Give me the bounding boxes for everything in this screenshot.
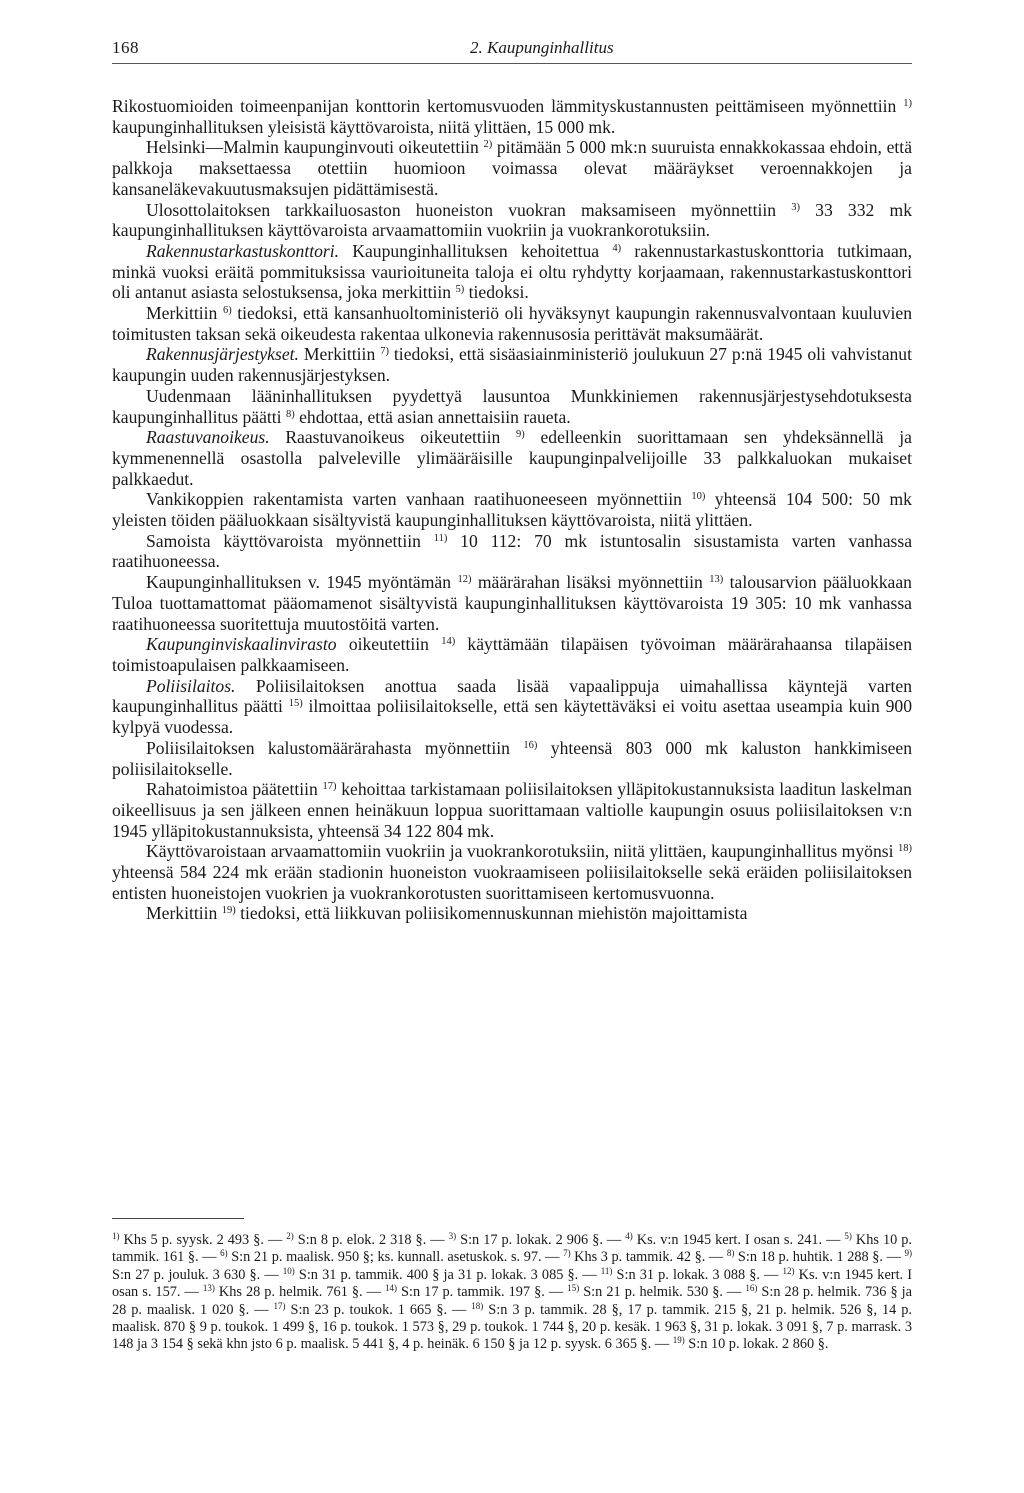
- text-run: yhteensä 104 500: 50 mk yleisten töiden pääluokkaan sisältyvistä kaupunginhallituksen käyttövaroista, niitä ylittäen.: [112, 489, 912, 531]
- text-run: oikeutettiin: [336, 634, 442, 655]
- text-run: Merkittiin: [146, 903, 222, 924]
- footnote-marker: 12): [457, 574, 472, 586]
- text-run: Helsinki—Malmin kaupunginvouti oikeutettiin: [146, 137, 484, 158]
- text-run: Kaupunginhallituksen v. 1945 myöntämän: [146, 572, 458, 593]
- text-run: Merkittiin: [146, 303, 223, 324]
- text-run: S:n 27 p. jouluk. 3 630 §. —: [112, 1266, 283, 1283]
- text-run: S:n 17 p. tammik. 197 §. —: [397, 1284, 568, 1301]
- text-run: kaupunginhallituksen yleisistä käyttövaroista, niitä ylittäen, 15 000 mk.: [112, 116, 616, 137]
- text-run: edelleenkin suorittamaan sen yhdeksännellä ja kymmenennellä osastolla palveleville ylimääräisille kaupunginpalvelijoille 33 palkkaluokan mukaiset palkkaedut.: [112, 427, 912, 489]
- text-run: Poliisilaitoksen anottua saada lisää vapaalippuja uimahallissa käyntejä varten kaupunginhallitus päätti: [112, 675, 912, 717]
- text-run: Khs 3 p. tammik. 42 §. —: [570, 1249, 727, 1266]
- section-heading: Poliisilaitos.: [146, 675, 236, 696]
- footnote-marker: 15): [288, 698, 303, 710]
- paragraph: [112, 903, 912, 924]
- section-heading: Rakennusjärjestykset.: [146, 344, 299, 365]
- text-run: S:n 10 p. lokak. 2 860 §.: [684, 1336, 829, 1353]
- footnote-marker: 2): [483, 139, 493, 151]
- footnote-marker: 13): [709, 574, 724, 586]
- footnote-marker: 8): [726, 1248, 735, 1259]
- footnote-marker: 19): [221, 905, 236, 917]
- text-run: Ks. v:n 1945 kert. I osan s. 241. —: [632, 1232, 845, 1248]
- text-run: Samoista käyttövaroista myönnettiin: [146, 530, 434, 551]
- text-run: tiedoksi, että liikkuvan poliisikomennuskunnan miehistön majoittamista: [235, 903, 748, 924]
- text-run: S:n 21 p. helmik. 530 §. —: [579, 1284, 746, 1301]
- text-run: S:n 8 p. elok. 2 318 §. —: [293, 1232, 449, 1248]
- text-run: tiedoksi, että sisäasiainministeriö joulukuun 27 p:nä 1945 oli vahvistanut kaupungin uuden rakennusjärjestyksen.: [112, 344, 912, 386]
- footnotes: [112, 1232, 912, 1354]
- paragraph: [112, 96, 912, 137]
- text-run: Ulosottolaitoksen tarkkailuosaston huoneiston vuokran maksamiseen myönnettiin: [146, 199, 792, 220]
- footnote-marker: 19): [672, 1335, 685, 1346]
- text-run: S:n 28 p. helmik. 736 § ja 28 p. maalisk. 1 020 §. —: [112, 1284, 912, 1318]
- running-title: 2. Kaupunginhallitus: [470, 38, 614, 57]
- paragraph: [112, 738, 912, 779]
- footnote-marker: 16): [745, 1283, 758, 1294]
- paragraph: [112, 344, 912, 385]
- paragraph: [112, 200, 912, 241]
- footnote-marker: 4): [625, 1231, 633, 1241]
- text-run: Kaupunginhallituksen kehoitettua: [339, 240, 613, 261]
- text-run: Raastuvanoikeus oikeutettiin: [269, 427, 517, 448]
- paragraph: [112, 841, 912, 903]
- footnote-marker: 1): [903, 98, 912, 109]
- footnote-marker: 13): [202, 1283, 215, 1294]
- text-run: tiedoksi, että kansanhuoltoministeriö oli hyväksynyt kaupungin rakennusvalvontaan kuuluvien toimitusten taksan sekä oikeudesta rakentaa ulkonevia rakennusosia perittävät maksumäärät.: [112, 303, 913, 344]
- text-run: S:n 17 p. lokak. 2 906 §. —: [456, 1232, 626, 1248]
- text-run: yhteensä 803 000 mk kaluston hankkimiseen poliisilaitokselle.: [112, 737, 912, 779]
- text-run: rakennustarkastuskonttoria tutkimaan, minkä vuoksi eräitä pommituksissa vaurioituneita taloja ei oltu ryhdytty korjaamaan, rakennustarkastuskonttori oli antanut asiasta selostuksensa, joka merkittiin: [112, 240, 912, 303]
- text-run: käyttämään tilapäisen työvoiman määrärahaansa tilapäisen toimistoapulaisen palkkaamiseen.: [112, 634, 912, 675]
- text-run: Khs 10 p. tammik. 161 §. —: [112, 1232, 912, 1266]
- footnote-marker: 14): [385, 1283, 398, 1294]
- text-run: Uudenmaan lääninhallituksen pyydettyä lausuntoa Munkkiniemen rakennusjärjestysehdotuksesta kaupunginhallitus päätti: [112, 385, 912, 427]
- text-run: määrärahan lisäksi myönnettiin: [471, 572, 710, 593]
- text-run: talousarvion pääluokkaan Tuloa tuottamattomat pääomamenot sisältyvistä kaupunginhallituksen käyttövaroista 19 305: 10 mk vanhassa raatihuoneessa suoritettuja muutostöitä varten.: [112, 572, 912, 634]
- section-heading: Rakennustarkastuskonttori.: [146, 240, 340, 261]
- footnote-marker: 11): [433, 532, 448, 544]
- paragraph: [112, 137, 912, 199]
- footnote-marker: 17): [322, 781, 337, 793]
- text-run: Khs 5 p. syysk. 2 493 §. —: [119, 1232, 287, 1248]
- footnote-marker: 17): [273, 1300, 286, 1311]
- text-run: Ks. v:n 1945 kert. I osan s. 157. —: [112, 1266, 912, 1301]
- header-rule: [112, 63, 912, 64]
- paragraph: [112, 572, 912, 634]
- footnote-marker: 9): [904, 1248, 912, 1259]
- footnote-marker: 11): [600, 1265, 613, 1276]
- text-run: Rikostuomioiden toimeenpanijan konttorin kertomusvuoden lämmityskustannusten peittämiseen myönnettiin: [112, 96, 904, 116]
- text-run: ilmoittaa poliisilaitokselle, että sen käytettäväksi ei voitu asettaa useampia kuin 900 kylpyä vuodessa.: [112, 696, 913, 738]
- section-heading: Raastuvanoikeus.: [146, 427, 270, 448]
- text-run: Vankikoppien rakentamista varten vanhaan raatihuoneeseen myönnettiin: [146, 489, 692, 510]
- text-run: 33 332 mk kaupunginhallituksen käyttövaroista arvaamattomiin vuokriin ja vuokrankorotuksiin.: [112, 199, 912, 241]
- text-run: S:n 3 p. tammik. 28 §, 17 p. tammik. 215 §, 21 p. helmik. 526 §, 14 p. maalisk. 870 § 9 p. toukok. 1 499 §, 16 p. toukok. 1 573 §, 29 p. toukok. 1 744 §, 20 p. kesäk. 1 963 §, 31 p. lokak. 3 091 §, 7 p. marrask. 3 148 ja 3 154 § sekä khn jsto 6 p. maalisk. 5 441 §, 4 p. heinäk. 6 150 § ja 12 p. syysk. 6 365 §. —: [112, 1301, 913, 1353]
- footnote-marker: 5): [844, 1231, 852, 1241]
- paragraph: [112, 241, 912, 303]
- footnote-marker: 16): [523, 739, 538, 751]
- paragraph: [112, 427, 912, 489]
- text-run: Poliisilaitoksen kalustomäärärahasta myönnettiin: [146, 737, 524, 758]
- text-run: Käyttövaroistaan arvaamattomiin vuokriin ja vuokrankorotuksiin, niitä ylittäen, kaupunginhallitus myönsi: [146, 841, 898, 862]
- text-run: S:n 23 p. toukok. 1 665 §. —: [285, 1301, 472, 1318]
- footnote-marker: 10): [282, 1265, 295, 1276]
- footnote-marker: 14): [441, 636, 456, 648]
- footnote-marker: 15): [567, 1283, 580, 1294]
- footnote-marker: 3): [791, 201, 800, 213]
- text-run: pitämään 5 000 mk:n suuruista ennakkokassaa ehdoin, että palkkoja maksettaessa otettiin huomioon voimassa olevat määräykset veroennakkojen ja kansaneläkevakuutusmaksujen pidättämisestä.: [112, 137, 913, 199]
- footnote-rule: [112, 1218, 244, 1219]
- text-run: ehdottaa, että asian annettaisiin raueta.: [294, 406, 571, 427]
- text-run: yhteensä 584 224 mk erään stadionin huoneiston vuokraamiseen poliisilaitokselle sekä eräiden poliisilaitoksen entisten huoneistojen vuokrien ja vuokrankorotusten suorittamiseen kertomusvuonna.: [112, 862, 912, 903]
- footnote-marker: 5): [455, 284, 465, 296]
- text-run: Rahatoimistoa päätettiin: [146, 779, 323, 800]
- text-run: Merkittiin: [298, 344, 381, 365]
- footnote-marker: 18): [471, 1300, 484, 1311]
- paragraph: [112, 303, 912, 344]
- footnote-marker: 1): [112, 1231, 120, 1241]
- footnote-marker: 4): [612, 242, 622, 254]
- text-run: 10 112: 70 mk istuntosalin sisustamista varten vanhassa raatihuoneessa.: [112, 530, 912, 572]
- text-run: Khs 28 p. helmik. 761 §. —: [214, 1284, 386, 1301]
- paragraph: [112, 634, 912, 675]
- text-run: S:n 21 p. maalisk. 950 §; ks. kunnall. asetuskok. s. 97. —: [227, 1249, 564, 1266]
- footnote-marker: 6): [220, 1248, 228, 1259]
- footnote-marker: 18): [898, 843, 912, 855]
- paragraph: [112, 676, 912, 738]
- footnote-marker: 12): [782, 1265, 795, 1276]
- footnote-marker: 7): [563, 1248, 571, 1259]
- footnote-marker: 8): [285, 408, 295, 420]
- text-run: S:n 31 p. tammik. 400 § ja 31 p. lokak. 3 085 §. —: [294, 1266, 601, 1283]
- page-header: [112, 38, 912, 60]
- footnote-marker: 3): [448, 1231, 457, 1241]
- footnote-marker: 7): [380, 346, 389, 358]
- page-number: 168: [112, 38, 139, 57]
- footnote-marker: 10): [691, 491, 706, 503]
- section-heading: Kaupunginviskaalinvirasto: [146, 634, 337, 655]
- text-run: S:n 31 p. lokak. 3 088 §. —: [612, 1266, 783, 1283]
- text-run: tiedoksi.: [464, 282, 529, 303]
- text-run: kehoittaa tarkistamaan poliisilaitoksen ylläpitokustannuksista laaditun laskelman oikeellisuus ja sen jälkeen ennen heinäkuun loppua suorittamaan valtiolle kaupungin osuus poliisilaitoksen v:n 1945 ylläpitokustannuksista, yhteensä 34 122 804 mk.: [112, 779, 912, 841]
- paragraph: [112, 489, 912, 530]
- body-text: [112, 96, 912, 924]
- footnote-marker: 9): [516, 429, 525, 441]
- footnote-marker: 6): [222, 305, 232, 317]
- paragraph: [112, 531, 912, 572]
- paragraph: [112, 779, 912, 841]
- paragraph: [112, 386, 912, 427]
- text-run: S:n 18 p. huhtik. 1 288 §. —: [734, 1249, 905, 1266]
- footnote-marker: 2): [286, 1231, 294, 1241]
